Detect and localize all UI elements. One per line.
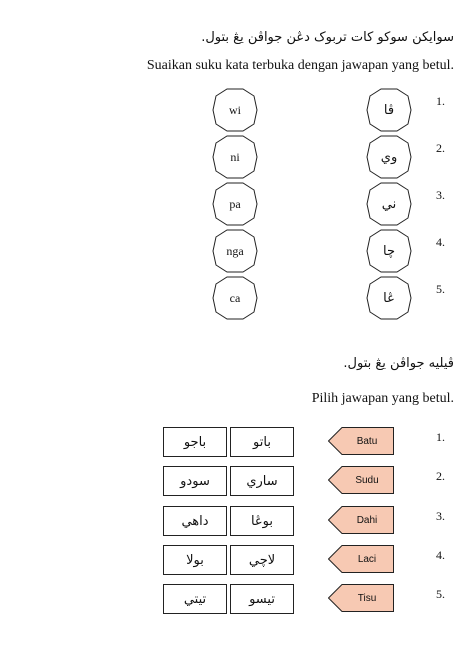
jawi-syllable: وي	[380, 149, 398, 165]
section2-heading-jawi: ڤيليه جواڤن يڠ بتول.	[343, 356, 454, 371]
answer-choice-box[interactable]: تيتي	[163, 584, 227, 614]
word-tag-label: Tisu	[357, 592, 377, 604]
rumi-syllable-shape[interactable]	[212, 182, 258, 226]
jawi-syllable: ني	[381, 196, 397, 212]
jawi-syllable-shape[interactable]	[366, 88, 412, 132]
word-tag	[328, 545, 394, 573]
rumi-syllable-shape[interactable]	[212, 88, 258, 132]
section1-heading-rumi: Suaikan suku kata terbuka dengan jawapan yang betul.	[146, 58, 454, 73]
row-number: 1.	[436, 94, 445, 108]
section2-heading-rumi: Pilih jawapan yang betul.	[311, 391, 454, 406]
row-number: 1.	[436, 430, 445, 444]
word-tag-label: Batu	[356, 435, 378, 447]
section1-heading-jawi: سوايکن سوکو کات تربوک دڠن جواڤن يڠ بتول.	[201, 30, 454, 45]
row-number: 4.	[436, 548, 445, 562]
jawi-syllable: ڠا	[383, 290, 395, 306]
jawi-syllable: چا	[383, 243, 395, 259]
row-number: 4.	[436, 235, 445, 249]
answer-choice-box[interactable]: لاچي	[230, 545, 294, 575]
word-tag	[328, 584, 394, 612]
row-number: 5.	[436, 587, 445, 601]
rumi-syllable-shape[interactable]	[212, 276, 258, 320]
answer-choice-box[interactable]: داهي	[163, 506, 227, 536]
rumi-syllable: pa	[229, 196, 241, 211]
rumi-syllable: ca	[229, 290, 241, 305]
word-tag-label: Sudu	[355, 474, 379, 486]
word-tag-label: Laci	[357, 553, 377, 565]
row-number: 5.	[436, 282, 445, 296]
answer-choice-box[interactable]: سودو	[163, 466, 227, 496]
row-number: 2.	[436, 469, 445, 483]
word-tag	[328, 427, 394, 455]
jawi-syllable-shape[interactable]	[366, 229, 412, 273]
answer-choice-box[interactable]: تيسو	[230, 584, 294, 614]
rumi-syllable-shape[interactable]	[212, 229, 258, 273]
row-number: 3.	[436, 509, 445, 523]
rumi-syllable: ni	[230, 149, 240, 164]
answer-choice-box[interactable]: بوڠا	[230, 506, 294, 536]
jawi-syllable-shape[interactable]	[366, 182, 412, 226]
rumi-syllable-shape[interactable]	[212, 135, 258, 179]
answer-choice-box[interactable]: بولا	[163, 545, 227, 575]
jawi-syllable-shape[interactable]	[366, 135, 412, 179]
word-tag	[328, 466, 394, 494]
answer-choice-box[interactable]: باتو	[230, 427, 294, 457]
rumi-syllable: wi	[229, 102, 241, 117]
jawi-syllable-shape[interactable]	[366, 276, 412, 320]
answer-choice-box[interactable]: باجو	[163, 427, 227, 457]
rumi-syllable: nga	[226, 243, 244, 258]
row-number: 2.	[436, 141, 445, 155]
row-number: 3.	[436, 188, 445, 202]
word-tag-label: Dahi	[356, 514, 378, 526]
word-tag	[328, 506, 394, 534]
answer-choice-box[interactable]: ساري	[230, 466, 294, 496]
jawi-syllable: ڤا	[383, 102, 395, 118]
